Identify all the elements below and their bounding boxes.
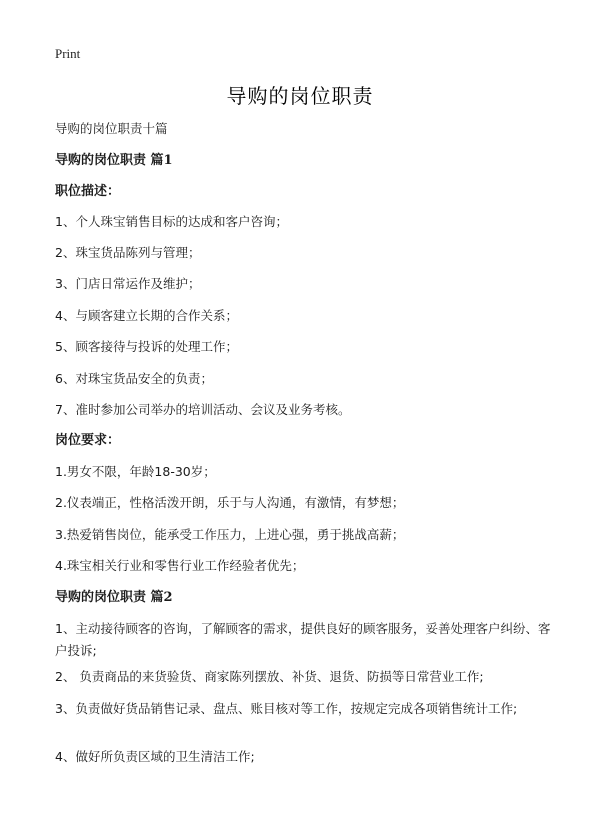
list-item: 2、珠宝货品陈列与管理； [55,245,201,260]
requirement-item: 1.男女不限，年龄18-30岁； [55,464,216,479]
list-item: 3、负责做好货品销售记录、盘点、账目核对等工作，按规定完成各项销售统计工作; [55,701,518,716]
section1-heading: 导购的岗位职责 篇1 [55,153,173,168]
list-item: 2、 负责商品的来货验货、商家陈列摆放、补货、退货、防损等日常营业工作; [55,669,484,684]
list-item: 5、顾客接待与投诉的处理工作； [55,339,238,354]
job-description-heading: 职位描述： [55,184,121,199]
requirement-item: 2.仪表端正，性格活泼开朗，乐于与人沟通，有激情，有梦想； [55,495,405,510]
section2-heading: 导购的岗位职责 篇2 [55,590,173,605]
list-item: 1、主动接待顾客的咨询，了解顾客的需求，提供良好的顾客服务，妥善处理客户纠纷、客户投诉; [55,621,551,658]
list-item: 1、个人珠宝销售目标的达成和客户咨询； [55,214,288,229]
list-item: 4、与顾客建立长期的合作关系； [55,308,238,323]
requirement-item: 4.珠宝相关行业和零售行业工作经验者优先； [55,558,305,573]
requirements-heading: 岗位要求： [55,433,121,448]
list-item: 6、对珠宝货品安全的负责； [55,371,213,386]
document-title: 导购的岗位职责 [226,84,374,108]
list-item: 7、准时参加公司举办的培训活动、会议及业务考核。 [55,402,351,417]
document-subtitle: 导购的岗位职责十篇 [55,121,168,136]
requirement-item: 3.热爱销售岗位，能承受工作压力，上进心强，勇于挑战高薪； [55,527,405,542]
print-link[interactable]: Print [55,46,81,61]
list-item: 4、做好所负责区域的卫生清洁工作; [55,749,255,764]
list-item: 3、门店日常运作及维护； [55,276,201,291]
